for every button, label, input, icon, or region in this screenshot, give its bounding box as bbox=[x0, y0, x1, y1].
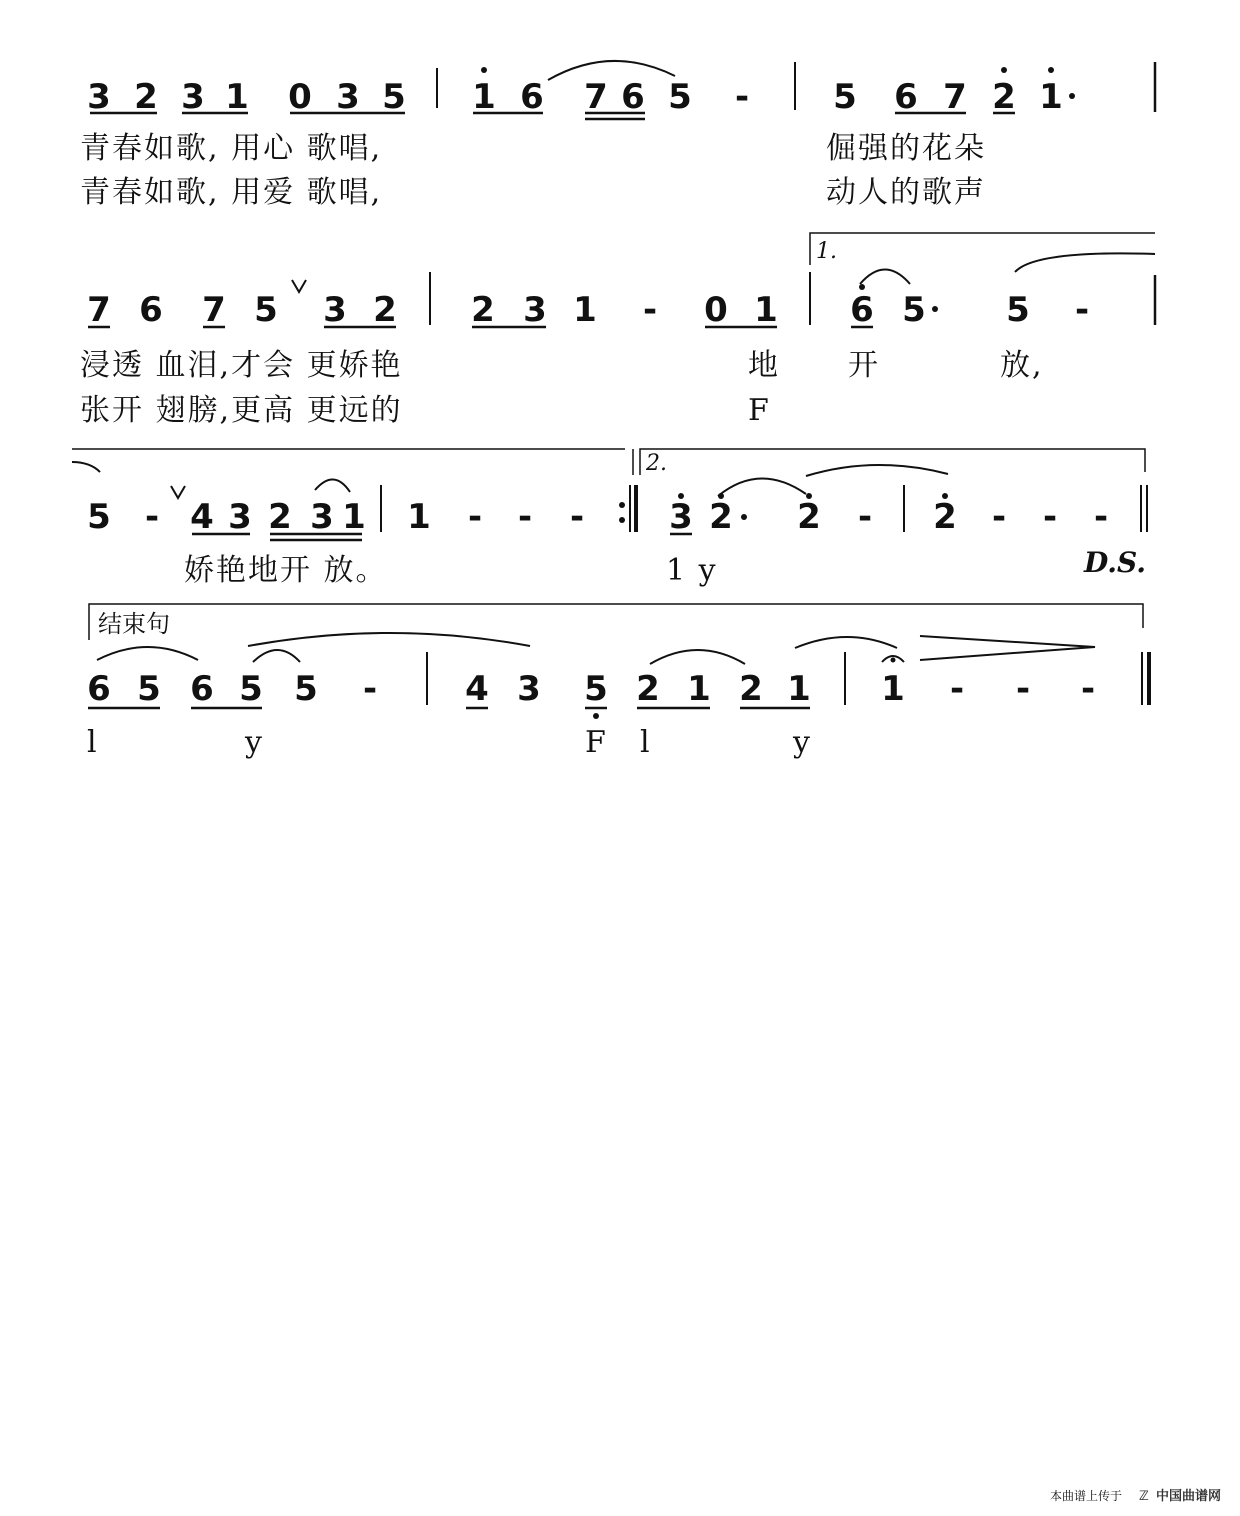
score-row-3 bbox=[72, 449, 1147, 588]
augmentation-dot bbox=[932, 306, 938, 312]
repeat-dot bbox=[619, 517, 625, 523]
note-digit: 5 bbox=[833, 77, 857, 117]
lyric-line: 倔强的花朵 bbox=[826, 131, 986, 166]
slur bbox=[718, 478, 806, 496]
note-digit: 2 bbox=[636, 669, 660, 709]
note-digit: 3 bbox=[310, 497, 334, 537]
slur bbox=[253, 650, 300, 662]
note-digit: 5 bbox=[1006, 290, 1030, 330]
ending-label: 结束句 bbox=[98, 610, 170, 638]
duration-dash: - bbox=[467, 497, 483, 537]
duration-dash: - bbox=[1093, 497, 1109, 537]
note-digit: 6 bbox=[894, 77, 918, 117]
site-name[interactable]: 中国曲谱网 bbox=[1156, 1489, 1222, 1504]
duration-dash: - bbox=[949, 669, 965, 709]
lyric-line: y bbox=[793, 725, 812, 760]
note-digit: 5 bbox=[668, 77, 692, 117]
tie bbox=[72, 462, 100, 472]
note-digit: 5 bbox=[584, 669, 608, 709]
note-digit: 4 bbox=[190, 497, 214, 537]
note-digit: 5 bbox=[382, 77, 406, 117]
volta-bracket bbox=[810, 233, 1155, 265]
fermata-dot bbox=[891, 658, 896, 663]
duration-dash: - bbox=[1080, 669, 1096, 709]
duration-dash: - bbox=[144, 497, 160, 537]
lyric-line: 青春如歌, 用爱 歌唱, bbox=[80, 175, 383, 210]
note-digit: 1 bbox=[787, 669, 811, 709]
score-row-2 bbox=[80, 233, 1155, 428]
breath-mark bbox=[171, 486, 185, 498]
note-digit: 3 bbox=[517, 669, 541, 709]
note-digit: 2 bbox=[797, 497, 821, 537]
duration-dash: - bbox=[1042, 497, 1058, 537]
tie bbox=[806, 465, 948, 476]
note-group bbox=[87, 497, 1108, 537]
note-group bbox=[87, 77, 1063, 117]
slur bbox=[315, 479, 350, 492]
repeat-dot bbox=[619, 502, 625, 508]
note-digit: 6 bbox=[87, 669, 111, 709]
note-digit: 1 bbox=[754, 290, 778, 330]
note-digit: 7 bbox=[584, 77, 608, 117]
note-digit: 2 bbox=[709, 497, 733, 537]
duration-dash: - bbox=[1074, 290, 1090, 330]
lyric-line: y bbox=[245, 725, 264, 760]
coda-bracket bbox=[89, 604, 1143, 640]
lyric-line: 浸透 血泪,才会 更娇艳 bbox=[80, 348, 403, 383]
octave-dot bbox=[1001, 67, 1007, 73]
note-digit: 6 bbox=[190, 669, 214, 709]
slur bbox=[548, 61, 675, 80]
tie bbox=[248, 633, 530, 646]
footer bbox=[1050, 1488, 1221, 1504]
slur bbox=[97, 647, 198, 660]
note-digit: 3 bbox=[228, 497, 252, 537]
footer-text: 本曲谱上传于 bbox=[1050, 1489, 1123, 1503]
note-digit: 2 bbox=[992, 77, 1016, 117]
lyric-line: F bbox=[748, 393, 771, 428]
note-digit: 1 bbox=[573, 290, 597, 330]
note-digit: 7 bbox=[87, 290, 111, 330]
augmentation-dot bbox=[741, 514, 747, 520]
note-digit: 5 bbox=[137, 669, 161, 709]
site-logo: ℤ bbox=[1139, 1489, 1149, 1504]
note-digit: 5 bbox=[254, 290, 278, 330]
lyric-line: 张开 翅膀,更高 更远的 bbox=[80, 393, 403, 428]
note-digit: 3 bbox=[523, 290, 547, 330]
lyric-line: 动人的歌声 bbox=[826, 175, 986, 210]
lyric-line: 地 bbox=[748, 348, 780, 383]
lyric-line: l bbox=[87, 725, 99, 760]
note-digit: 1 bbox=[1039, 77, 1063, 117]
duration-dash: - bbox=[642, 290, 658, 330]
tie bbox=[795, 637, 897, 648]
lyric-line: 娇艳地开 放。 bbox=[184, 553, 388, 588]
duration-dash: - bbox=[1015, 669, 1031, 709]
slur bbox=[860, 270, 910, 285]
octave-dot bbox=[481, 67, 487, 73]
note-digit: 3 bbox=[336, 77, 360, 117]
note-digit: 3 bbox=[323, 290, 347, 330]
lyric-line: 放, bbox=[1000, 348, 1044, 383]
score-row-1 bbox=[80, 61, 1155, 210]
lyric-line: 青春如歌, 用心 歌唱, bbox=[80, 131, 383, 166]
duration-dash: - bbox=[857, 497, 873, 537]
lyric-line: 1 y bbox=[666, 553, 718, 588]
note-digit: 7 bbox=[943, 77, 967, 117]
duration-dash: - bbox=[569, 497, 585, 537]
note-digit: 1 bbox=[687, 669, 711, 709]
note-digit: 5 bbox=[239, 669, 263, 709]
lyric-line: 开 bbox=[848, 348, 880, 383]
note-digit: 3 bbox=[87, 77, 111, 117]
note-digit: 2 bbox=[739, 669, 763, 709]
note-digit: 2 bbox=[373, 290, 397, 330]
lyric-line: F bbox=[585, 725, 608, 760]
volta-number: 1. bbox=[816, 239, 837, 264]
octave-dot bbox=[593, 713, 599, 719]
note-digit: 5 bbox=[294, 669, 318, 709]
tie bbox=[1015, 253, 1155, 272]
note-digit: 2 bbox=[471, 290, 495, 330]
note-digit: 2 bbox=[134, 77, 158, 117]
lyric-line: l bbox=[640, 725, 652, 760]
duration-dash: - bbox=[734, 77, 750, 117]
note-digit: 1 bbox=[225, 77, 249, 117]
note-group bbox=[87, 669, 1095, 709]
note-digit: 5 bbox=[87, 497, 111, 537]
note-group bbox=[87, 290, 1089, 330]
note-digit: 2 bbox=[268, 497, 292, 537]
dal-segno-mark: D.S. bbox=[1084, 546, 1147, 579]
note-digit: 1 bbox=[881, 669, 905, 709]
note-digit: 6 bbox=[850, 290, 874, 330]
note-digit: 0 bbox=[288, 77, 312, 117]
duration-dash: - bbox=[517, 497, 533, 537]
augmentation-dot bbox=[1069, 93, 1075, 99]
slur bbox=[650, 650, 745, 664]
note-digit: 1 bbox=[342, 497, 366, 537]
note-digit: 0 bbox=[704, 290, 728, 330]
note-digit: 5 bbox=[902, 290, 926, 330]
note-digit: 6 bbox=[139, 290, 163, 330]
octave-dot bbox=[1048, 67, 1054, 73]
breath-mark bbox=[292, 280, 306, 292]
duration-dash: - bbox=[991, 497, 1007, 537]
note-digit: 6 bbox=[621, 77, 645, 117]
duration-dash: - bbox=[362, 669, 378, 709]
volta-number: 2. bbox=[646, 451, 667, 476]
decrescendo-hairpin bbox=[920, 636, 1095, 660]
note-digit: 7 bbox=[202, 290, 226, 330]
note-digit: 3 bbox=[181, 77, 205, 117]
note-digit: 6 bbox=[520, 77, 544, 117]
note-digit: 3 bbox=[669, 497, 693, 537]
score-row-4 bbox=[87, 604, 1149, 760]
note-digit: 4 bbox=[465, 669, 489, 709]
note-digit: 1 bbox=[472, 77, 496, 117]
volta-bracket bbox=[640, 449, 1145, 475]
note-digit: 2 bbox=[933, 497, 957, 537]
note-digit: 1 bbox=[407, 497, 431, 537]
